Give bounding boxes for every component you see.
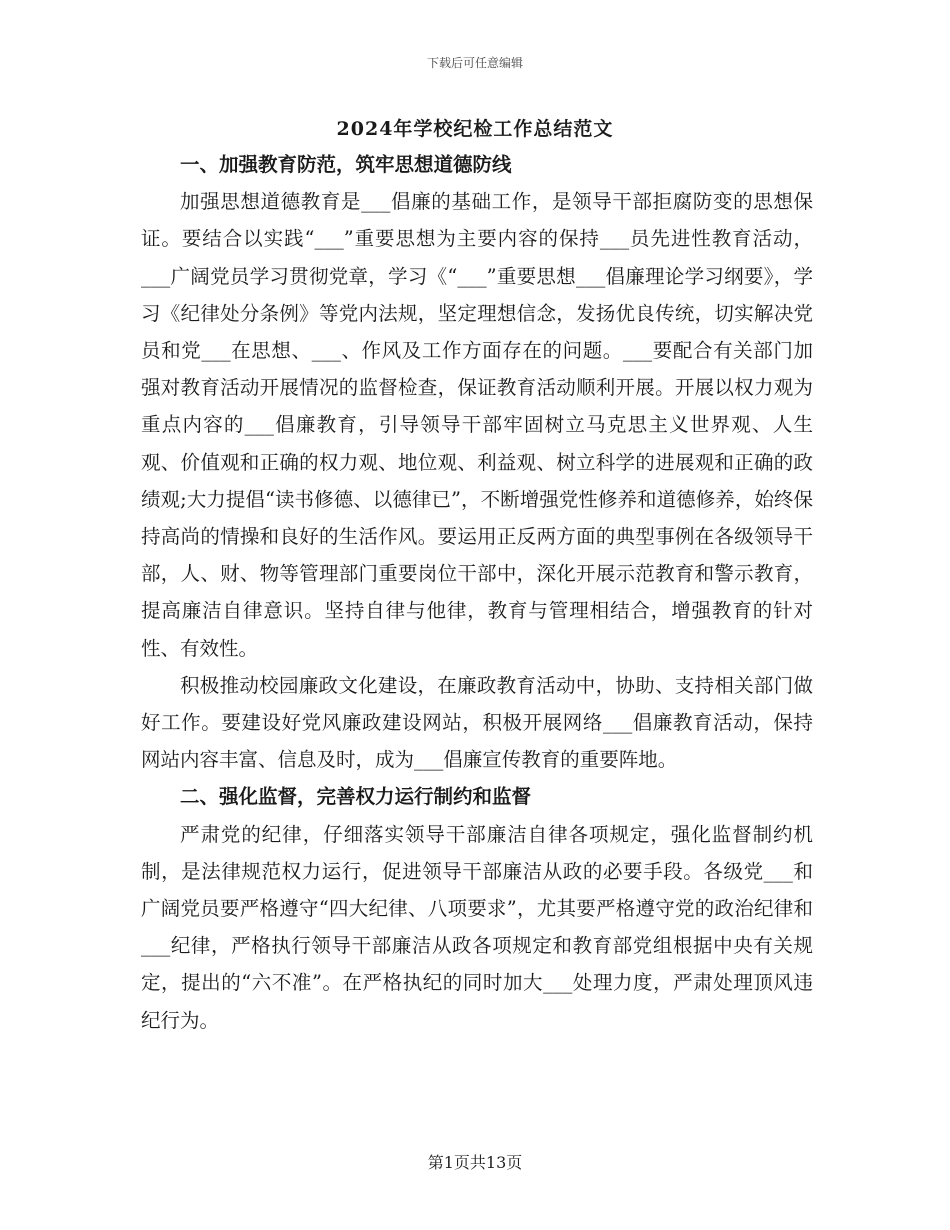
section-1-paragraph-1: 加强思想道德教育是___倡廉的基础工作，是领导干部拒腐防变的思想保证。要结合以实践“___”重要思想为主要内容的保持___员先进性教育活动，___广阔党员学习贯彻党章，学习《“___”重要思想___倡廉理论学习纲要》，学习《纪律处分条例》等党内法规，坚定理想信念，发扬优良传统，切实解决党员和党___在思想、___、作风及工作方面存在的问题。___要配合有关部门加强对教育活动开展情况的监督检查，保证教育活动顺利开展。开展以权力观为重点内容的___倡廉教育，引导领导干部牢固树立马克思主义世界观、人生观、价值观和正确的权力观、地位观、利益观、树立科学的进展观和正确的政绩观;大力提倡“读书修德、以德律已”，不断增强党性修养和道德修养，始终保持高尚的情操和良好的生活作风。要运用正反两方面的典型事例在各级领导干部，人、财、物等管理部门重要岗位干部中，深化开展示范教育和警示教育，提高廉洁自律意识。坚持自律与他律，教育与管理相结合，增强教育的针对性、有效性。	[141, 190, 813, 660]
section-2-heading: 二、强化监督，完善权力运行制约和监督	[180, 785, 532, 809]
document-body	[141, 146, 813, 1039]
page-header-note: 下载后可任意编辑	[426, 56, 523, 70]
section-2-paragraph-1: 严肃党的纪律，仔细落实领导干部廉洁自律各项规定，强化监督制约机制，是法律规范权力运行，促进领导干部廉洁从政的必要手段。各级党___和广阔党员要严格遵守“四大纪律、八项要求”，尤其要严格遵守党的政治纪律和___纪律，严格执行领导干部廉洁从政各项规定和教育部党组根据中央有关规定，提出的“六不准”。在严格执纪的同时加大___处理力度，严肃处理顶风违纪行为。	[141, 822, 813, 1032]
document-title: 2024年学校纪检工作总结范文	[336, 118, 614, 140]
page-number-indicator: 第1页共13页	[427, 1153, 523, 1172]
section-1-paragraph-2: 积极推动校园廉政文化建设，在廉政教育活动中，协助、支持相关部门做好工作。要建设好党风廉政建设网站，积极开展网络___倡廉教育活动，保持网站内容丰富、信息及时，成为___倡廉宣传教育的重要阵地。	[141, 673, 813, 772]
section-1-heading: 一、加强教育防范，筑牢思想道德防线	[180, 153, 512, 176]
